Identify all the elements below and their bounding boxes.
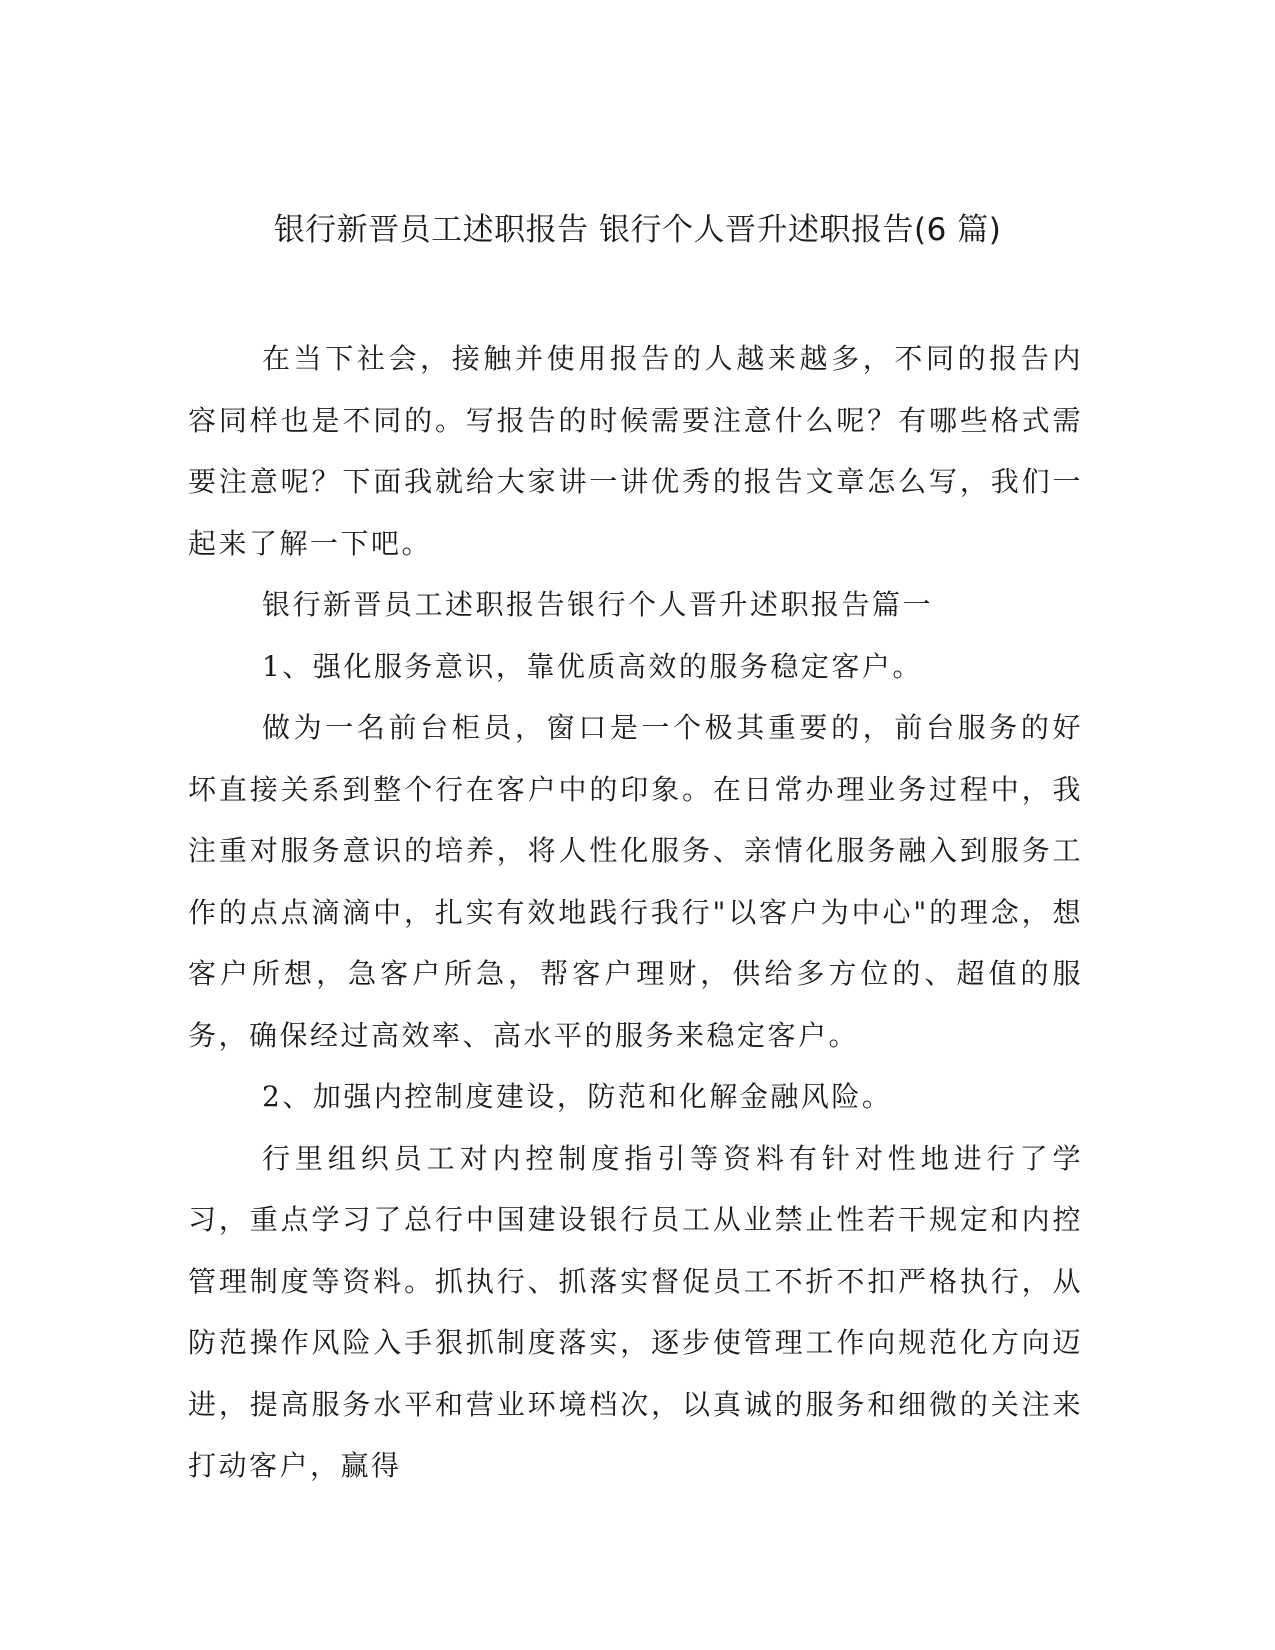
document-title: 银行新晋员工述职报告 银行个人晋升述职报告(6 篇): [273, 212, 1002, 248]
section-heading: 银行新晋员工述职报告银行个人晋升述职报告篇一: [262, 588, 934, 621]
point-body-2: 行里组织员工对内控制度指引等资料有针对性地进行了学习，重点学习了总行中国建设银行员工从业禁止性若干规定和内控管理制度等资料。抓执行、抓落实督促员工不折不扣严格执行，从防范操作风险入手狠抓制度落实，逐步使管理工作向规范化方向迈进，提高服务水平和营业环境档次，以真诚的服务和细微的关注来打动客户，赢得: [188, 1141, 1083, 1482]
point-body-1: 做为一名前台柜员，窗口是一个极其重要的，前台服务的好坏直接关系到整个行在客户中的印象。在日常办理业务过程中，我注重对服务意识的培养，将人性化服务、亲情化服务融入到服务工作的点点滴滴中，扎实有效地践行我行"以客户为中心"的理念，想客户所想，急客户所急，帮客户理财，供给多方位的、超值的服务，确保经过高效率、高水平的服务来稳定客户。: [188, 711, 1083, 1052]
document-body: [188, 328, 1083, 1497]
point-heading-2: 2、加强内控制度建设，防范和化解金融风险。: [262, 1080, 893, 1113]
point-heading-1: 1、强化服务意识，靠优质高效的服务稳定客户。: [262, 649, 923, 683]
intro-paragraph: 在当下社会，接触并使用报告的人越来越多，不同的报告内容同样也是不同的。写报告的时候需要注意什么呢？有哪些格式需要注意呢？下面我就给大家讲一讲优秀的报告文章怎么写，我们一起来了解一下吧。: [188, 342, 1083, 560]
